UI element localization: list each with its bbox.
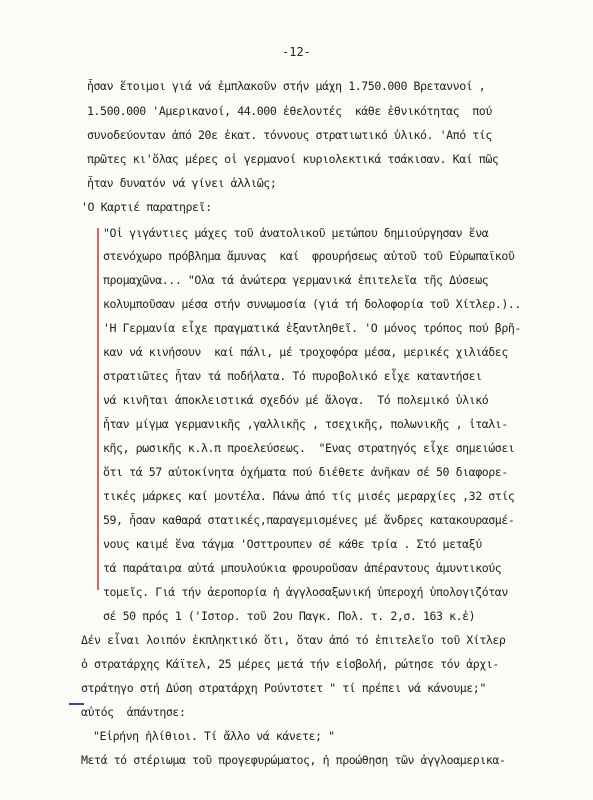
- quote-line: 59, ἦσαν καθαρά στατικές,παραγεμισμένες μέ ἄνδρες κατακουρασμέ-: [103, 513, 515, 527]
- quote-line: ὅτι τά 57 αὐτοκίνητα ὀχήματα πού διέθετε ἀνῆκαν σέ 50 διαφορε-: [103, 465, 508, 479]
- quote-line: προμαχῶνα... "Ολα τά ἀνώτερα γερμανικά ἐπιτελεῖα τῆς Δύσεως: [103, 273, 489, 287]
- quote-line: νους καιμέ ἕνα τάγμα 'Οσττρουπεν σέ κάθε τρία . Στό μεταξύ: [103, 537, 482, 551]
- text-line: "Εἰρήνη ἠλίθιοι. Τί ἄλλο νά κάνετε; ": [93, 729, 335, 743]
- quote-line: τά παράταιρα αὐτά μπουλούκια φρουροῦσαν ἀπέραντους ἀμυντικούς: [103, 561, 502, 575]
- quote-line: κολυμποῦσαν μέσα στήν συνωμοσία (γιά τή δολοφορία τοῦ Χίτλερ.)..: [103, 297, 521, 311]
- quote-line: στρατιῶτες ἦταν τά ποδήλατα. Τό πυροβολικό εἶχε καταντήσει: [103, 369, 482, 383]
- text-line: συνοδεύονταν ἀπό 20ε ἑκατ. τόννους στρατιωτικό ὑλικό. 'Από τίς: [87, 128, 492, 142]
- quote-line: σέ 50 πρός 1 ('Ιστορ. τοῦ 2ου Παγκ. Πολ. τ. 2,σ. 163 κ.ἑ): [103, 609, 476, 623]
- quote-margin-line: [97, 228, 99, 590]
- text-line: 'Ο Καρτιέ παρατηρεῖ:: [81, 200, 212, 214]
- page-number: -12-: [282, 45, 311, 59]
- quote-line: καν νά κινήσουν καί πάλι, μέ τροχοφόρα μέσα, μερικές χιλιάδες: [103, 345, 508, 359]
- quote-line: "Οἱ γιγάντιες μάχες τοῦ ἀνατολικοῦ μετώπου δημιούργησαν ἕνα: [103, 226, 489, 240]
- text-line: ὁ στρατάρχης Κάϊτελ, 25 μέρες μετά τήν εἰσβολή, ρώτησε τόν ἀρχι-: [81, 657, 499, 671]
- quote-line: τικές μάρκες καί μοντέλα. Πάνω ἀπό τίς μισές μεραρχίες ,32 στίς: [103, 489, 515, 503]
- text-line: ἦσαν ἕτοιμοι γιά νά ἐμπλακοῦν στήν μάχη 1.750.000 Βρεταννοί ,: [87, 79, 486, 93]
- text-line: 1.500.000 'Αμερικανοί, 44.000 ἐθελοντές κάθε ἐθνικότητας πού: [87, 104, 492, 118]
- quote-line: νά κινῆται ἀποκλειστικά σχεδόν μέ ἄλογα. Τό πολεμικό ὑλικό: [103, 393, 489, 407]
- text-line: Δέν εἶναι λοιπόν ἐκπληκτικό ὅτι, ὅταν ἀπό τό ἐπιτελεῖο τοῦ Χίτλερ: [81, 633, 506, 647]
- text-line: στράτηγο στή Δύση στρατάρχη Ρούντστετ " τί πρέπει νά κάνουμε;": [81, 681, 486, 695]
- quote-line: στενόχωρο πρόβλημα ἄμυνας καί φρουρήσεως αὐτοῦ τοῦ Εὐρωπαϊκοῦ: [103, 249, 515, 263]
- text-line: πρῶτες κι'ὅλας μέρες οἱ γερμανοί κυριολεκτικά τσάκισαν. Καί πῶς: [87, 152, 499, 166]
- quote-line: ἦταν μίγμα γερμανικῆς ,γαλλικῆς , τσεχικῆς, πολωνικῆς , ἰταλι-: [103, 417, 508, 431]
- quote-line: τομεῖς. Γιά τήν ἀεροπορία ἡ ἀγγλοσαξωνική ὑπεροχή ὑπολογιζόταν: [103, 585, 508, 599]
- quote-line: 'Η Γερμανία εἶχε πραγματικά ἐξαντληθεῖ. 'Ο μόνος τρόπος πού βρῆ-: [103, 321, 521, 335]
- text-line: αὐτός ἀπάντησε:: [81, 705, 186, 719]
- quote-line: κῆς, ρωσικῆς κ.λ.π προελεύσεως. "Ενας στρατηγός εἶχε σημειώσει: [103, 441, 515, 455]
- text-line: ἦταν δυνατόν νά γίνει ἀλλιῶς;: [87, 176, 277, 190]
- text-line: Μετά τό στέριωμα τοῦ προγεφυρώματος, ἡ προώθηση τῶν ἀγγλοαμερικα-: [81, 753, 506, 767]
